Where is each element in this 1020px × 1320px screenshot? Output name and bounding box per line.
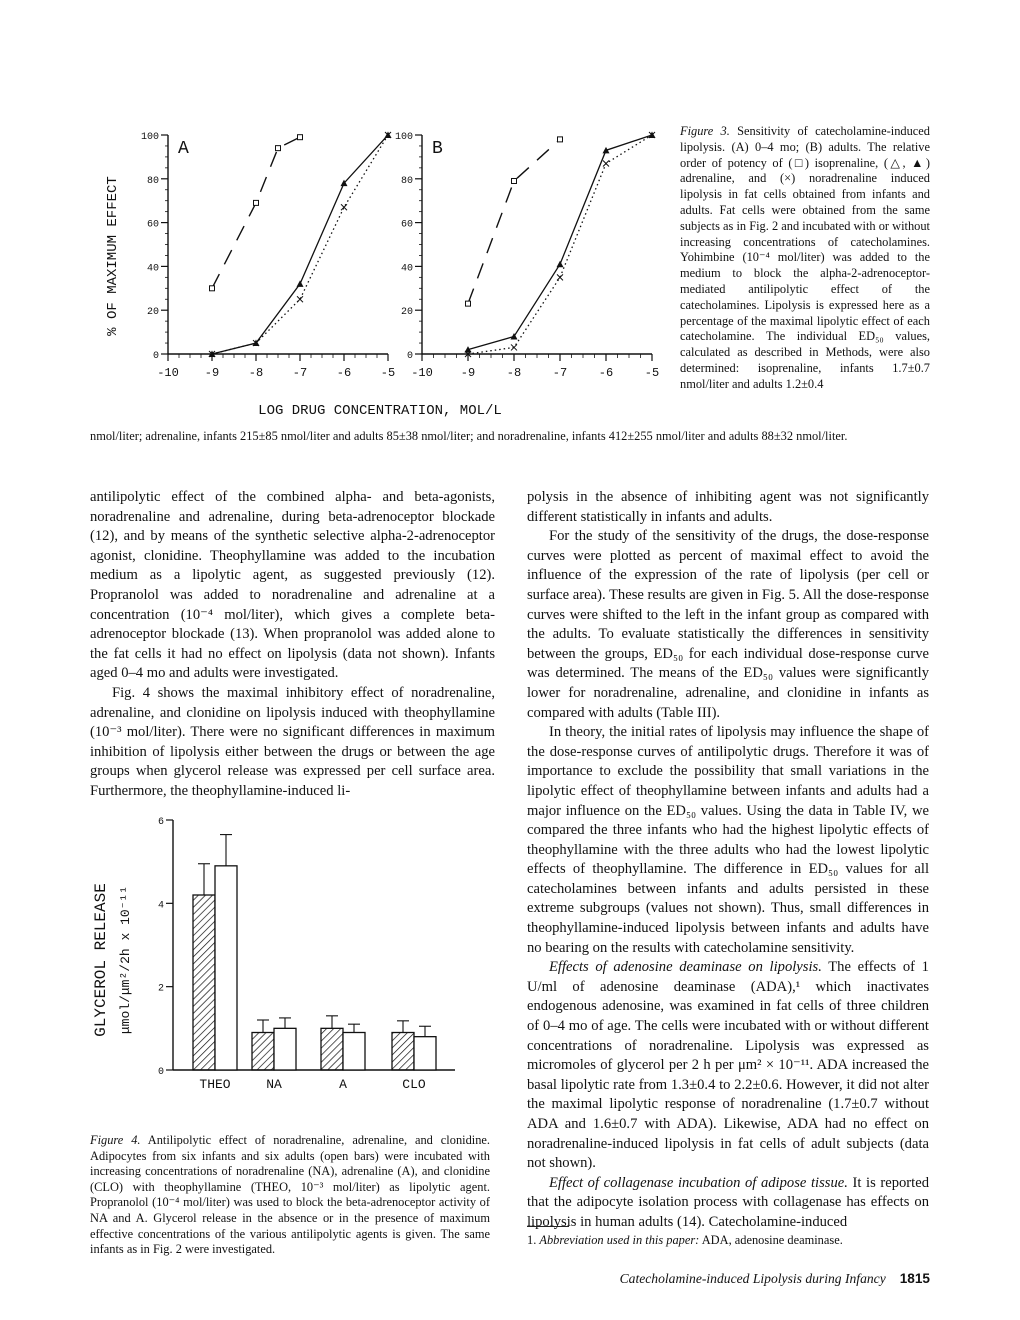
right-paragraph-1: polysis in the absence of inhibiting agent was not significantly different statistically in infants and adults. [527, 489, 929, 525]
fig3-point-isoprenaline [276, 146, 281, 151]
fig3-point-isoprenaline [210, 286, 215, 291]
fig3-point-noradrenaline [511, 344, 517, 350]
fig3-y-tick-label: 0 [406, 351, 413, 362]
left-paragraph-1: antilipolytic effect of the combined alpha- and beta-agonists, noradrenaline and adrenaline, during beta-adrenoceptor blockade (12), and by means of the synthetic selective alpha-2-adrenoceptor agonist, clonidine. Theophyllamine was added to the incubation medium as a lipolytic agent, as suggested previously (12). Propranolol was added to noradrenaline and adrenaline at a concentration (10⁻⁴ mol/liter), which gives a complete beta-adrenoceptor blockade (13). When propranolol was added alone to the fat cells it had no effect on lipolysis (data not shown). Infants aged 0–4 mo and adults were investigated. [90, 489, 495, 682]
right-column [527, 488, 929, 1233]
fig3-series-noradrenaline [212, 135, 388, 354]
fig4-bar-infants [392, 1033, 414, 1071]
fig4-y-tick-label: 2 [157, 983, 164, 995]
fig4-bar-adults [343, 1033, 365, 1071]
fig4-caption-head: Figure 4. [90, 1133, 141, 1147]
fig3-point-adrenaline [511, 333, 518, 340]
figure-4-chart [80, 808, 480, 1128]
fig4-bar-infants [252, 1033, 274, 1071]
figure-3-caption-continued: nmol/liter; adrenaline, infants 215±85 nmol/liter and adults 85±38 nmol/liter; and noradrenaline, infants 412±255 nmol/liter and adults 88±32 nmol/liter. [90, 429, 848, 443]
fig3-y-tick-label: 60 [146, 219, 159, 231]
fig3-y-tick-label: 0 [152, 351, 159, 362]
fig3-y-tick-label: 80 [146, 175, 159, 187]
right-paragraph-3: In theory, the initial rates of lipolysis may influence the shape of the dose-response curves of antilipolytic drugs. Therefore it was of importance to exclude the possibility that small variations in the lipolytic effect of theophyllamine between infants and adults had a major influence on the ED₅₀ values. Using the data in Table IV, we compared the three infants who had the highest lipolytic effects of theophyllamine with the three adults who had the lowest lipolytic effects of theophyllamine. The difference in ED₅₀ values for all catecholamines between infants and adults persisted in these extreme subgroups (values not shown). Thus, small differences in theophyllamine-induced lipolysis between infants and adults have no bearing on the results with catecholamine sensitivity. [527, 724, 929, 956]
footnote-number: 1. [527, 1233, 540, 1247]
figure-4-caption [90, 1133, 490, 1258]
page-number: 1815 [899, 1271, 930, 1286]
fig3-y-tick-label: 40 [400, 263, 413, 275]
collagenase-section-body: It is reported that the adipocyte isolation process with collagenase has effects on lipolysis in human adults (14). Catecholamine-induced [527, 1174, 929, 1230]
fig3-y-tick-label: 40 [146, 263, 159, 275]
fig4-bar-infants [321, 1028, 343, 1070]
fig3-point-isoprenaline [466, 301, 471, 306]
fig4-bar-adults [414, 1037, 436, 1070]
fig3-point-noradrenaline [297, 296, 303, 302]
fig3-y-label: % OF MAXIMUM EFFECT [105, 176, 121, 336]
fig3-x-tick-label: -10 [157, 366, 179, 380]
fig3-x-label: LOG DRUG CONCENTRATION, MOL/L [258, 403, 502, 419]
fig3-x-tick-label: -6 [598, 366, 614, 380]
fig3-y-tick-label: 60 [400, 219, 413, 231]
fig3-x-tick-label: -5 [380, 366, 396, 380]
fig3-y-tick-label: 100 [394, 132, 413, 143]
fig4-bar-adults [215, 866, 237, 1070]
fig4-y-tick-label: 0 [157, 1067, 164, 1078]
figure-3-caption [680, 124, 930, 393]
fig3-y-tick-label: 20 [146, 307, 159, 319]
footnote [527, 1233, 929, 1248]
fig3-series-adrenaline [468, 135, 652, 350]
fig3-x-tick-label: -7 [552, 366, 568, 380]
fig4-category-label: CLO [402, 1077, 426, 1092]
footnote-rule [527, 1226, 569, 1227]
ada-section-body: The effects of 1 U/ml of adenosine deaminase (ADA),¹ which inactivates endogenous adenosine, was examined in fat cells of three children of 0–4 mo of age. The cells were incubated with or without different concentrations of noradrenaline. Lipolysis was expressed as micromoles of glycerol per 2 h per μm² × 10⁻¹¹. ADA increased the basal lipolytic rate from 1.3±0.4 to 2.2±0.6. However, it did not alter the maximal lipolytic response of noradrenaline (1.7±0.7 without ADA and 1.6±0.7 with ADA). Likewise, ADA had no effect on noradrenaline-induced lipolysis in fat cells of adult subjects (data not shown). [527, 959, 929, 1172]
footnote-body: ADA, adenosine deaminase. [699, 1233, 843, 1247]
collagenase-section-heading: Effect of collagenase incubation of adipose tissue. [549, 1174, 848, 1191]
fig3-point-noradrenaline [341, 204, 347, 210]
fig3-x-tick-label: -5 [644, 366, 660, 380]
fig3-point-isoprenaline [254, 200, 259, 205]
fig4-y-tick-label: 4 [157, 900, 164, 912]
fig4-category-label: THEO [199, 1077, 231, 1092]
fig4-y-tick-label: 6 [157, 817, 164, 828]
right-paragraph-2: For the study of the sensitivity of the drugs, the dose-response curves were plotted as percent of maximal effect to avoid the influence of the expression of the rate of lipolysis (per cell or surface area). These results are given in Fig. 5. All the dose-response curves were shifted to the left in the infant group as compared with the adults. To evaluate statistically the differences in sensitivity between the groups, ED₅₀ for each individual dose-response curve was determined. The means of the ED₅₀ values were significantly lower for noradrenaline, adrenaline, and clonidine in infants as compared with adults (Table III). [527, 528, 929, 721]
fig3-panel-label: A [178, 139, 189, 159]
fig4-y-unit: μmol/μm²/2h x 10⁻¹¹ [118, 885, 133, 1035]
running-head-title: Catecholamine-induced Lipolysis during Infancy [619, 1271, 886, 1286]
fig3-y-tick-label: 80 [400, 175, 413, 187]
fig3-x-tick-label: -8 [248, 366, 264, 380]
fig4-category-label: NA [266, 1077, 282, 1092]
fig3-panel-label: B [432, 139, 443, 159]
fig3-x-tick-label: -10 [411, 366, 433, 380]
fig3-point-noradrenaline [603, 160, 609, 166]
left-paragraph-2: Fig. 4 shows the maximal inhibitory effect of noradrenaline, adrenaline, and clonidine on lipolysis induced with theophyllamine (10⁻³ mol/liter). There were no significant differences in maximum inhibition of lipolysis either between the drugs or between the age groups when glycerol release was expressed per cell surface area. Furthermore, the theophyllamine-induced li- [90, 684, 495, 799]
fig4-bar-adults [274, 1028, 296, 1070]
fig4-category-label: A [339, 1077, 347, 1092]
footnote-head: Abbreviation used in this paper: [539, 1233, 700, 1247]
running-head [560, 1271, 930, 1287]
fig3-x-tick-label: -9 [460, 366, 476, 380]
fig3-x-tick-label: -8 [506, 366, 522, 380]
fig4-y-label: GLYCEROL RELEASE [92, 883, 110, 1037]
fig3-caption-head: Figure 3. [680, 124, 730, 138]
fig3-point-noradrenaline [557, 274, 563, 280]
right-paragraph-5 [527, 1174, 929, 1233]
fig3-x-tick-label: -7 [292, 366, 308, 380]
fig3-y-tick-label: 100 [140, 132, 159, 143]
figure-3-chart [90, 118, 670, 428]
fig4-caption-main: Antilipolytic effect of noradrenaline, adrenaline, and clonidine. Adipocytes from six infants and six adults (open bars) were incubated with increasing concentrations of noradrenaline (NA), adrenaline (A), and clonidine (CLO) with theophyllamine (THEO, 10⁻³ mol/liter) as lipolytic agent. Propranolol (10⁻⁴ mol/liter) was used to block the beta-adrenoceptor activity of NA and A. Glycerol release in the absence or in the presence of maximum effective concentrations of the various antilipolytic agents is given. The same infants as in Fig. 2 were investigated. [90, 1133, 491, 1257]
fig3-point-isoprenaline [512, 178, 517, 183]
right-paragraph-4 [527, 958, 929, 1174]
fig4-bar-infants [193, 895, 215, 1070]
ada-section-heading: Effects of adenosine deaminase on lipolysis. [549, 959, 822, 976]
fig3-point-adrenaline [557, 261, 564, 268]
left-column [90, 488, 495, 802]
fig3-series-adrenaline [212, 135, 388, 354]
fig3-x-tick-label: -9 [204, 366, 220, 380]
fig3-point-isoprenaline [298, 135, 303, 140]
fig3-caption-main: Sensitivity of catecholamine-induced lipolysis. (A) 0–4 mo; (B) adults. The relative order of potency of (□) isoprenaline, (△, ▲) adrenaline, and (×) noradrenaline induced lipolysis in fat cells obtained from infants and adults. Fat cells were obtained from the same subjects as in Fig. 2 and incubated with or without increasing concentrations of catecholamines. Yohimbine (10⁻⁴ mol/liter) was added to the medium to block the alpha-2-adrenoceptor-mediated antilipolytic effect of the catecholamines. Lipolysis is expressed here as a percentage of the maximal lipolytic effect of each catecholamine. The individual ED₅₀ values, calculated as described in Methods, were also determined: isoprenaline, infants 1.7±0.7 nmol/liter and adults 1.2±0.4 [680, 124, 930, 391]
fig3-series-isoprenaline [212, 137, 300, 288]
fig3-point-adrenaline [297, 280, 304, 287]
fig3-series-isoprenaline [468, 139, 560, 303]
fig3-x-tick-label: -6 [336, 366, 352, 380]
fig3-y-tick-label: 20 [400, 307, 413, 319]
fig3-point-isoprenaline [558, 137, 563, 142]
fig3-series-noradrenaline [468, 135, 652, 354]
